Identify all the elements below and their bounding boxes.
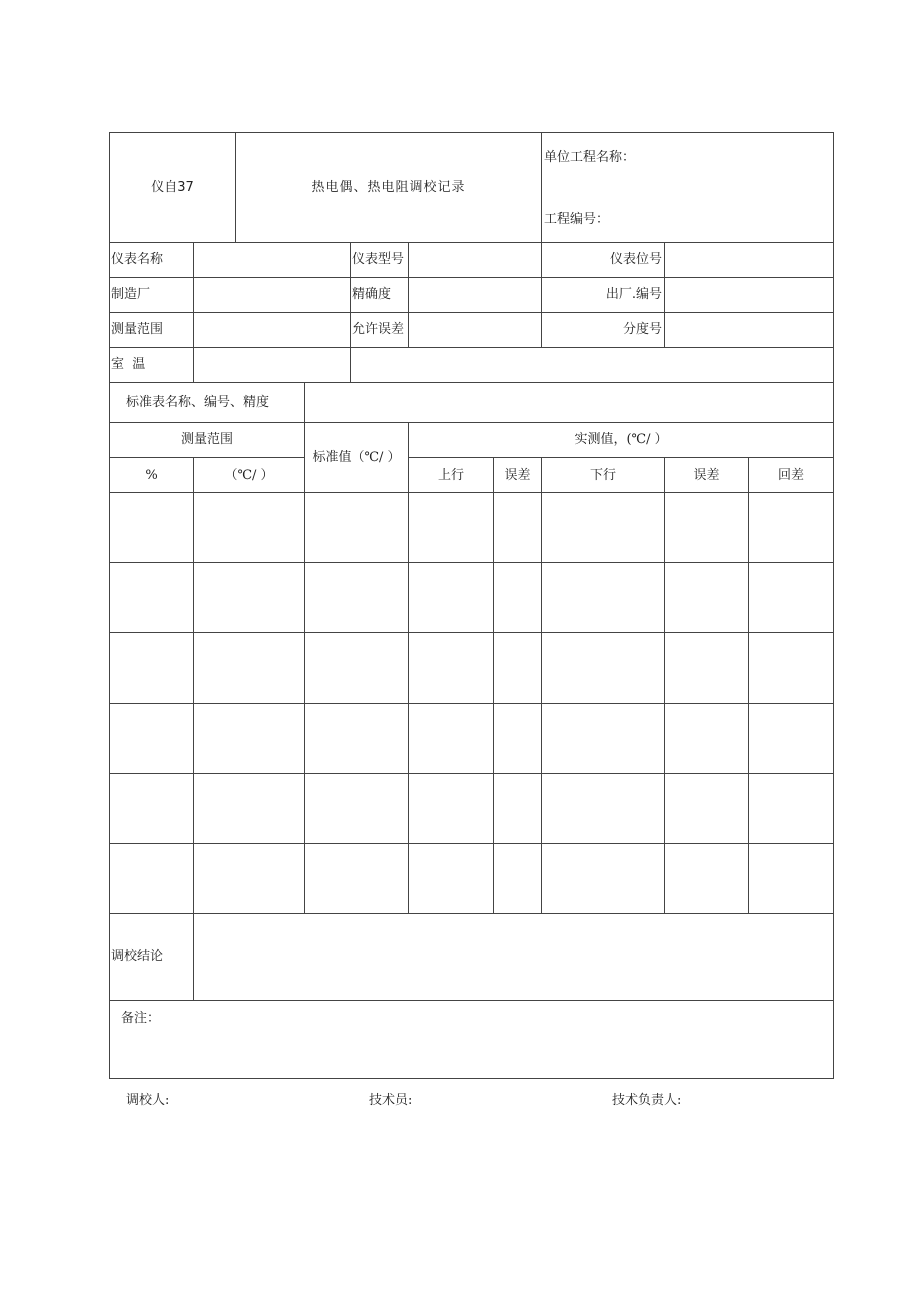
down-error-header: 误差 <box>665 458 749 493</box>
up-error-header: 误差 <box>494 458 542 493</box>
standard-meter-label: 标准表名称、编号、精度 <box>110 383 305 423</box>
percent-cell[interactable] <box>110 703 194 773</box>
header-row <box>110 133 834 243</box>
table-row <box>110 773 834 843</box>
down-cell[interactable] <box>542 633 665 703</box>
down-cell[interactable] <box>542 493 665 563</box>
instrument-name-label: 仪表名称 <box>110 243 194 278</box>
instrument-name-field[interactable] <box>194 243 351 278</box>
measure-range-label: 测量范围 <box>110 313 194 348</box>
up-error-cell[interactable] <box>494 633 542 703</box>
measured-header: 实测值，(℃/ ） <box>409 423 834 458</box>
remarks-label: 备注： <box>121 1010 161 1026</box>
project-info-cell[interactable] <box>542 133 834 243</box>
info-row-1 <box>110 243 834 278</box>
calibration-form-table <box>109 132 834 1079</box>
conclusion-field[interactable] <box>194 913 834 1000</box>
remarks-field[interactable] <box>110 1000 834 1078</box>
room-temp-extra-field[interactable] <box>351 348 834 383</box>
hysteresis-cell[interactable] <box>749 843 834 913</box>
remarks-row <box>110 1000 834 1078</box>
std-value-header: 标准值（℃/ ） <box>305 423 409 493</box>
serial-no-field[interactable] <box>665 278 834 313</box>
up-cell[interactable] <box>409 703 494 773</box>
form-code: 仪自37 <box>110 133 236 243</box>
allowed-error-field[interactable] <box>409 313 542 348</box>
graduation-field[interactable] <box>665 313 834 348</box>
down-cell[interactable] <box>542 703 665 773</box>
down-header: 下行 <box>542 458 665 493</box>
tech-lead-signature-label: 技术负责人: <box>612 1093 682 1108</box>
std-value-cell[interactable] <box>305 703 409 773</box>
percent-cell[interactable] <box>110 633 194 703</box>
percent-cell[interactable] <box>110 773 194 843</box>
hysteresis-cell[interactable] <box>749 493 834 563</box>
standard-row <box>110 383 834 423</box>
percent-header: % <box>110 458 194 493</box>
table-row <box>110 493 834 563</box>
calibrator-signature-label: 调校人: <box>126 1093 170 1108</box>
instrument-model-field[interactable] <box>409 243 542 278</box>
standard-meter-field[interactable] <box>305 383 834 423</box>
down-cell[interactable] <box>542 773 665 843</box>
allowed-error-label: 允许误差 <box>351 313 409 348</box>
accuracy-label: 精确度 <box>351 278 409 313</box>
down-cell[interactable] <box>542 843 665 913</box>
up-cell[interactable] <box>409 843 494 913</box>
manufacturer-field[interactable] <box>194 278 351 313</box>
range-header: 测量范围 <box>110 423 305 458</box>
unit-cell[interactable] <box>194 563 305 633</box>
down-error-cell[interactable] <box>665 773 749 843</box>
unit-cell[interactable] <box>194 703 305 773</box>
up-error-cell[interactable] <box>494 843 542 913</box>
table-row <box>110 633 834 703</box>
hysteresis-header: 回差 <box>749 458 834 493</box>
info-row-4 <box>110 348 834 383</box>
conclusion-row <box>110 913 834 1000</box>
conclusion-label: 调校结论 <box>110 913 194 1000</box>
up-error-cell[interactable] <box>494 493 542 563</box>
unit-cell[interactable] <box>194 493 305 563</box>
std-value-cell[interactable] <box>305 563 409 633</box>
technician-signature-label: 技术员: <box>369 1093 413 1108</box>
hysteresis-cell[interactable] <box>749 703 834 773</box>
up-cell[interactable] <box>409 493 494 563</box>
room-temp-label: 室 温 <box>110 348 194 383</box>
hysteresis-cell[interactable] <box>749 633 834 703</box>
down-error-cell[interactable] <box>665 633 749 703</box>
up-error-cell[interactable] <box>494 773 542 843</box>
percent-cell[interactable] <box>110 563 194 633</box>
grid-header-row-1 <box>110 423 834 458</box>
up-cell[interactable] <box>409 773 494 843</box>
unit-project-name-label: 单位工程名称： <box>544 150 636 165</box>
unit-header: （℃/ ） <box>194 458 305 493</box>
graduation-label: 分度号 <box>542 313 665 348</box>
unit-cell[interactable] <box>194 843 305 913</box>
std-value-cell[interactable] <box>305 493 409 563</box>
up-header: 上行 <box>409 458 494 493</box>
unit-cell[interactable] <box>194 773 305 843</box>
table-row <box>110 703 834 773</box>
percent-cell[interactable] <box>110 843 194 913</box>
table-row <box>110 563 834 633</box>
measure-range-field[interactable] <box>194 313 351 348</box>
info-row-2 <box>110 278 834 313</box>
info-row-3 <box>110 313 834 348</box>
down-error-cell[interactable] <box>665 703 749 773</box>
instrument-tag-field[interactable] <box>665 243 834 278</box>
project-no-label: 工程编号： <box>544 212 610 227</box>
form-title: 热电偶、热电阻调校记录 <box>236 133 542 243</box>
down-error-cell[interactable] <box>665 563 749 633</box>
manufacturer-label: 制造厂 <box>110 278 194 313</box>
grid-header-row-2 <box>110 458 834 493</box>
up-cell[interactable] <box>409 563 494 633</box>
percent-cell[interactable] <box>110 493 194 563</box>
hysteresis-cell[interactable] <box>749 773 834 843</box>
down-error-cell[interactable] <box>665 843 749 913</box>
accuracy-field[interactable] <box>409 278 542 313</box>
hysteresis-cell[interactable] <box>749 563 834 633</box>
down-error-cell[interactable] <box>665 493 749 563</box>
down-cell[interactable] <box>542 563 665 633</box>
up-error-cell[interactable] <box>494 703 542 773</box>
std-value-cell[interactable] <box>305 773 409 843</box>
std-value-cell[interactable] <box>305 633 409 703</box>
up-cell[interactable] <box>409 633 494 703</box>
unit-cell[interactable] <box>194 633 305 703</box>
serial-no-label: 出厂.编号 <box>542 278 665 313</box>
instrument-tag-label: 仪表位号 <box>542 243 665 278</box>
std-value-cell[interactable] <box>305 843 409 913</box>
up-error-cell[interactable] <box>494 563 542 633</box>
table-row <box>110 843 834 913</box>
instrument-model-label: 仪表型号 <box>351 243 409 278</box>
room-temp-field[interactable] <box>194 348 351 383</box>
